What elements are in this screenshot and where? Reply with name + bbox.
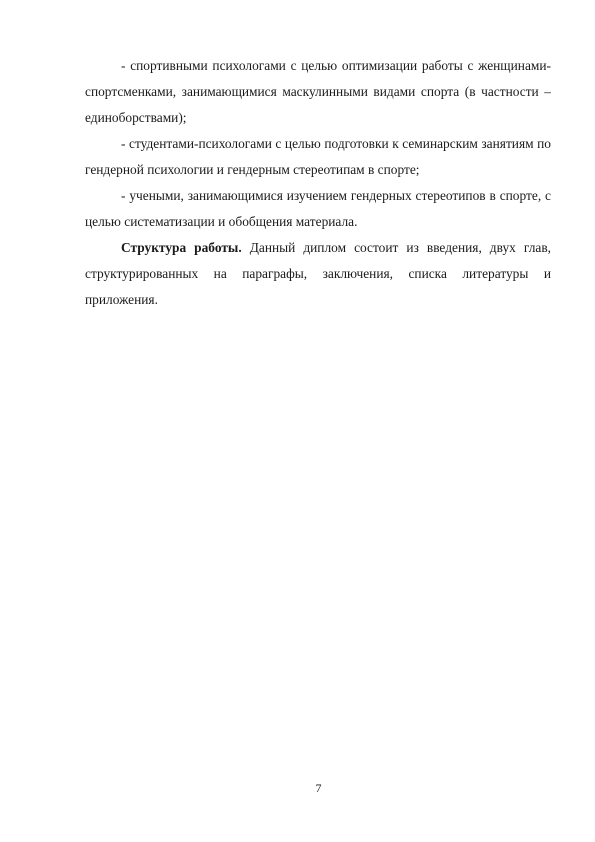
list-item-researchers: - учеными, занимающимися изучением гендерных стереотипов в спорте, с целью систематизации и обобщения материала. xyxy=(85,188,551,229)
structure-paragraph xyxy=(85,235,551,313)
page-number: 7 xyxy=(315,781,322,795)
structure-text: Данный диплом состоит из введения, двух глав, структурированных на параграфы, заключения, списка литературы и приложения. xyxy=(85,240,551,307)
list-item-psychology-students: - студентами-психологами с целью подготовки к семинарским занятиям по гендерной психологии и гендерным стереотипам в спорте; xyxy=(85,136,551,177)
list-item-sport-psychologists: - спортивными психологами с целью оптимизации работы с женщинами-спортсменками, занимающимися маскулинными видами спорта (в частности – единоборствами); xyxy=(85,58,551,125)
body-text xyxy=(85,53,551,313)
structure-heading: Структура работы. xyxy=(121,240,242,255)
